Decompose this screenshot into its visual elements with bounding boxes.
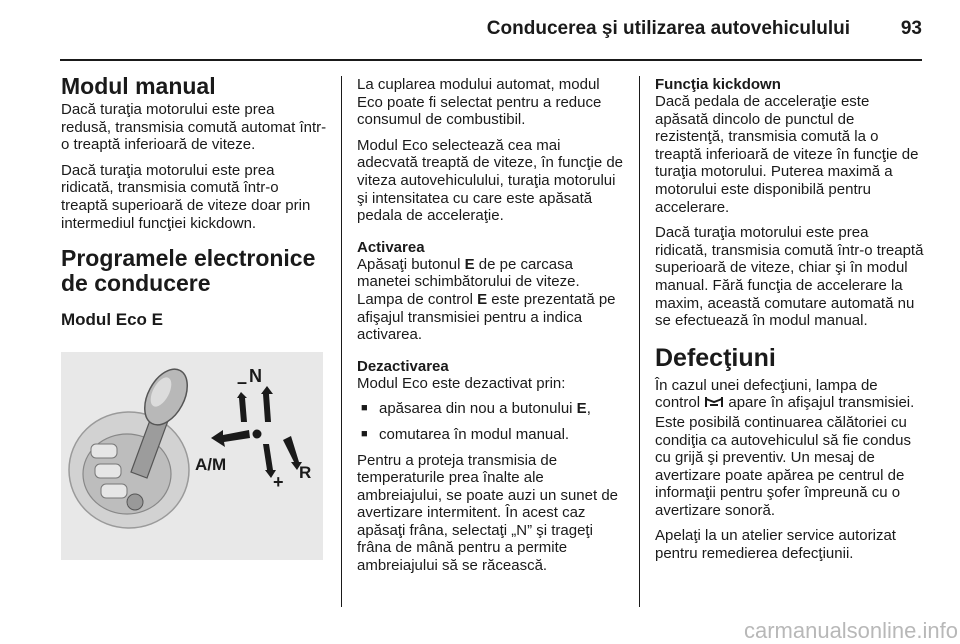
label-n: N bbox=[249, 366, 262, 386]
header-rule bbox=[60, 59, 922, 61]
paragraph: La cuplarea modului automat, modul Eco poate fi selectat pentru a reduce consumul de combustibil. bbox=[357, 76, 602, 129]
paragraph: Dacă turaţia motorului este prea ridicată, transmisia comută într-o treaptă superioară de viteze, chiar şi în modul manual. Fără funcţia de accelerare la maxim, această comutare automată nu se efectuează în modul manual. bbox=[655, 224, 924, 330]
gearbox-fault-icon bbox=[704, 395, 724, 414]
paragraph-activation: Apăsaţi butonul E de pe carcasa manetei schimbătorului de viteze. Lampa de control E este prezentată pe afişajul transmisiei pentru a indica activarea. bbox=[357, 255, 616, 344]
paragraph-faults: În cazul unei defecţiuni, lampa de control apare în afişajul transmisiei. Este posibilă continuarea călătoriei cu condiţia ca autovehiculul să fie condus cu grijă şi preventiv. Un mesaj de avertizare poate apărea pe centrul de informaţii pentru şofer împreună cu o avertizare sonoră. bbox=[655, 376, 915, 519]
paragraph: Dacă pedala de acceleraţie este apăsată dincolo de punctul de rezistenţă, transmisia comută la o treaptă inferioară de viteze în funcţie de turaţia motorului. Puterea maximă a motorului este disponibilă pentru accelerare. bbox=[655, 93, 919, 216]
column-divider bbox=[341, 76, 342, 607]
column-2 bbox=[357, 76, 625, 583]
page-number: 93 bbox=[900, 18, 922, 39]
watermark: carmanualsonline.info bbox=[743, 618, 958, 643]
column-divider bbox=[639, 76, 640, 607]
paragraph: Dacă turaţia motorului este prea ridicată, transmisia comută într-o treaptă superioară de viteze doar prin intermediul funcţiei kickdown. bbox=[61, 161, 311, 232]
heading-deactivation: Dezactivarea bbox=[357, 357, 449, 375]
bullet-square-icon: ■ bbox=[361, 427, 368, 440]
gear-lever-diagram bbox=[61, 352, 323, 560]
eco-button-symbol: E bbox=[464, 255, 475, 273]
paragraph: Modul Eco selectează cea mai adecvată treaptă de viteze, în funcţie de viteza autovehiculului, turaţia motorului şi intensitatea cu care este apăsată pedala de acceleraţie. bbox=[357, 136, 624, 225]
gear-selector-illustration bbox=[61, 352, 323, 560]
running-header-title: Conducerea şi utilizarea autovehiculului bbox=[486, 18, 850, 39]
heading-manual-mode: Modul manual bbox=[61, 73, 216, 99]
list-item: ■ apăsarea din nou a butonului E, bbox=[357, 400, 625, 418]
label-plus: + bbox=[273, 472, 284, 492]
heading-activation: Activarea bbox=[357, 238, 425, 256]
heading-faults: Defecţiuni bbox=[655, 343, 776, 372]
label-am: A/M bbox=[195, 455, 227, 474]
heading-eco-mode: Modul Eco E bbox=[61, 310, 163, 330]
bullet-square-icon: ■ bbox=[361, 402, 368, 415]
paragraph: Pentru a proteja transmisia de temperaturile prea înalte ale ambreiajului, se poate auzi un sunet de avertizare intermitent. În acest caz apăsaţi frâna, selectaţi „N” şi trageţi frâna de mână pentru a permite ambreiajului să se răcească. bbox=[357, 451, 619, 575]
eco-lamp-symbol: E bbox=[477, 290, 488, 308]
column-3 bbox=[655, 76, 925, 571]
heading-electronic-programs: Programele electronice de conducere bbox=[61, 245, 316, 297]
column-1 bbox=[61, 74, 327, 329]
paragraph: Dacă turaţia motorului este prea redusă, transmisia comută automat într-o treaptă inferioară de viteze. bbox=[61, 101, 327, 154]
label-r: R bbox=[299, 463, 312, 482]
list-item: ■ comutarea în modul manual. bbox=[357, 426, 625, 444]
label-minus: – bbox=[237, 372, 248, 392]
paragraph: Modul Eco este dezactivat prin: bbox=[357, 374, 566, 392]
heading-kickdown: Funcţia kickdown bbox=[655, 76, 781, 93]
paragraph: Apelaţi la un atelier service autorizat pentru remedierea defecţiunii. bbox=[655, 527, 896, 563]
